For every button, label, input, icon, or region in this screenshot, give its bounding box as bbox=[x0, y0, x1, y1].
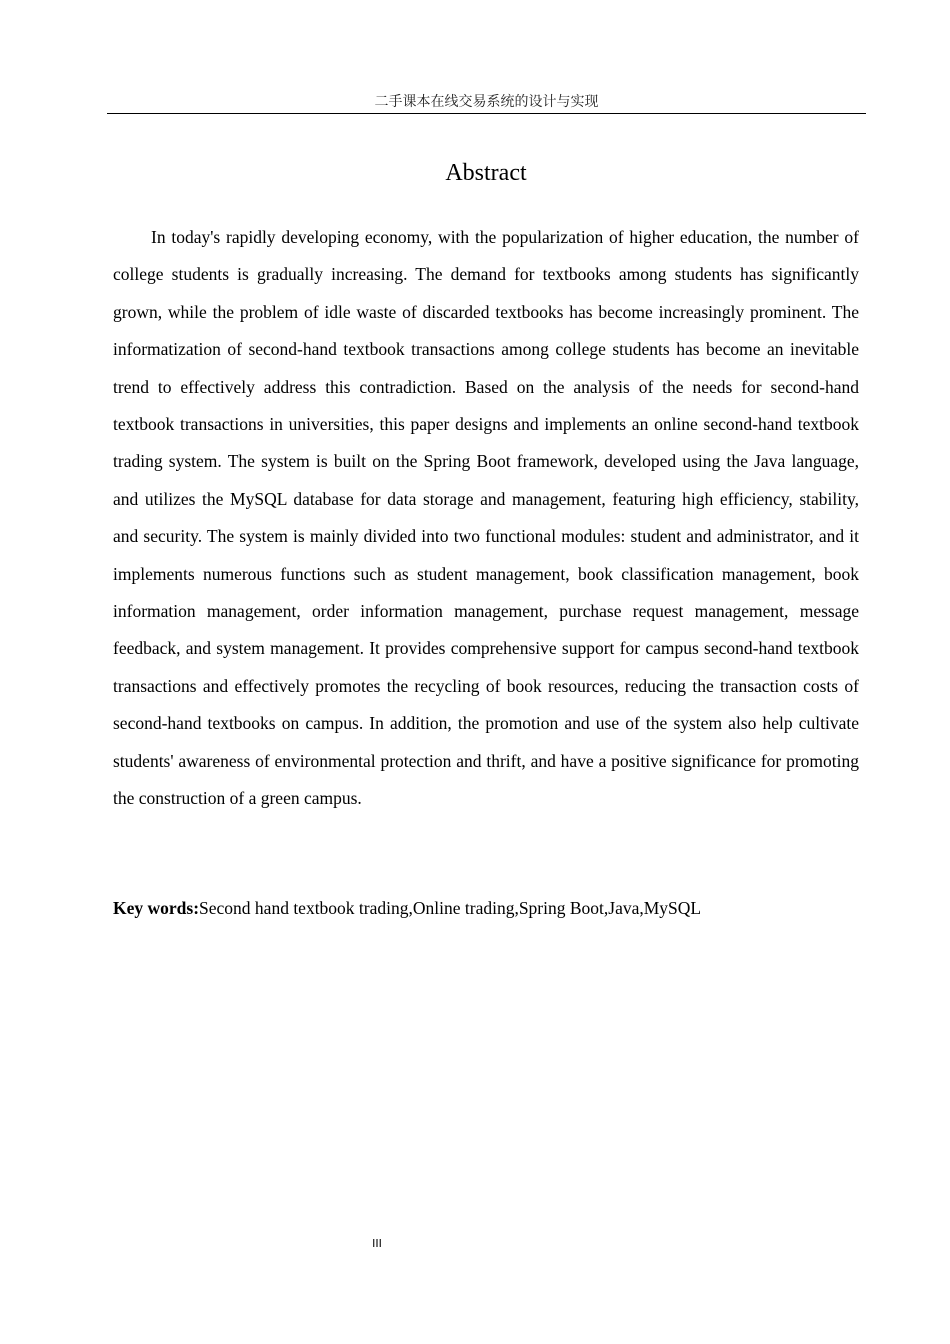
abstract-body: In today's rapidly developing economy, with the popularization of higher education, the number of college students is gradually increasing. The demand for textbooks among students has significantly grown, while the problem of idle waste of discarded textbooks has become increasingly prominent. The informatization of second-hand textbook transactions among college students has become an inevitable trend to effectively address this contradiction. Based on the analysis of the needs for second-hand textbook transactions in universities, this paper designs and implements an online second-hand textbook trading system. The system is built on the Spring Boot framework, developed using the Java language, and utilizes the MySQL database for data storage and management, featuring high efficiency, stability, and security. The system is mainly divided into two functional modules: student and administrator, and it implements numerous functions such as student management, book classification management, book information management, order information management, purchase request management, message feedback, and system management. It provides comprehensive support for campus second-hand textbook transactions and effectively promotes the recycling of book resources, reducing the transaction costs of second-hand textbooks on campus. In addition, the promotion and use of the system also help cultivate students' awareness of environmental protection and thrift, and have a positive significance for promoting the construction of a green campus. bbox=[113, 227, 859, 809]
keywords-value: Second hand textbook trading,Online trading,Spring Boot,Java,MySQL bbox=[199, 898, 702, 918]
keywords-line bbox=[113, 893, 859, 923]
keywords-label: Key words: bbox=[113, 898, 200, 918]
page-number: III bbox=[372, 1237, 382, 1250]
running-header: 二手课本在线交易系统的设计与实现 bbox=[107, 92, 866, 114]
abstract-title: Abstract bbox=[445, 160, 527, 186]
